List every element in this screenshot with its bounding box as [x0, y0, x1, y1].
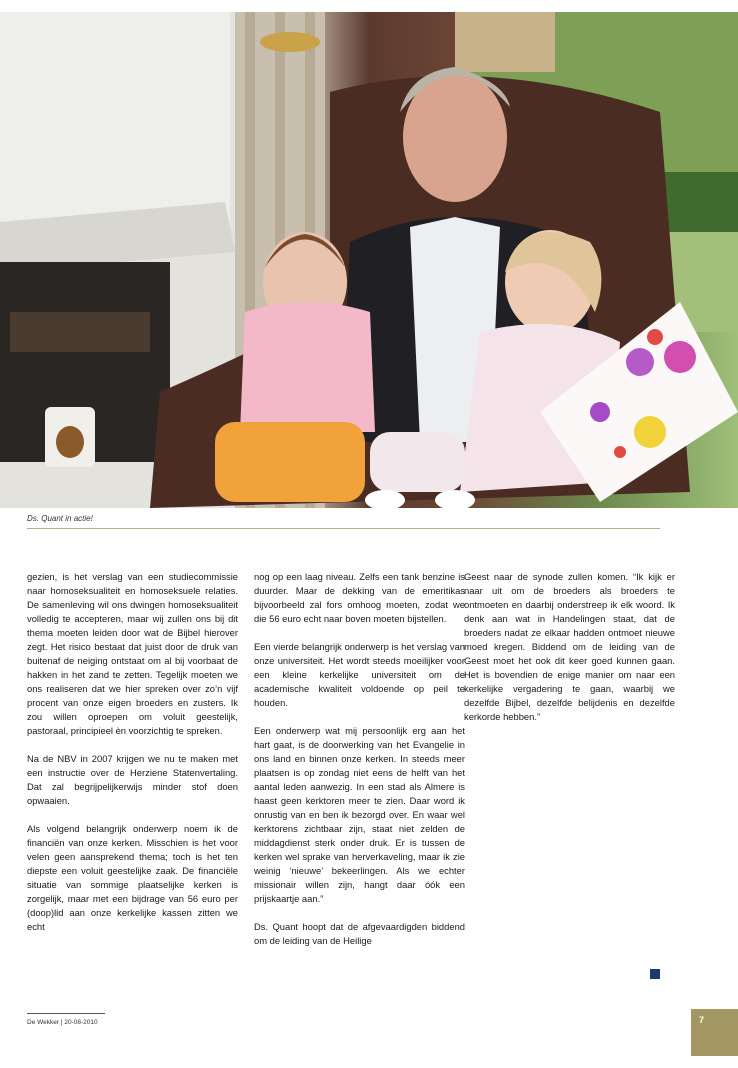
- paragraph: Ds. Quant hoopt dat de afgevaardigden biddend om de leiding van de Heilige: [254, 921, 465, 946]
- photo-illustration: [0, 12, 738, 508]
- paragraph: Geest naar de synode zullen komen. “Ik kijk er naar uit om de broeders als broeders te ontmoeten en daarbij onderstreep ik elk woord. Ik denk aan wat in Handelingen staat, dat de broeders nadat ze elkaar hadden ontmoet nieuwe moed kregen. Biddend om de leiding van de Geest moet het ook dit keer goed kunnen gaan. Het is bovendien de enige manier om naar een kerkelijke vergadering te gaan, waarbij we dezelfde Bijbel, dezelfde belijdenis en dezelfde kerkorde hebben.”: [464, 571, 675, 722]
- photo-caption: Ds. Quant in actie!: [27, 514, 93, 523]
- footer-divider: [27, 1013, 105, 1014]
- paragraph: Een onderwerp wat mij persoonlijk erg aan het hart gaat, is de doorwerking van het Evangelie in ons land en binnen onze kerken. In steeds meer plaatsen is op zondag niet eens de helft van het aantal leden aanwezig. In een stad als Almere is haast geen kerktoren meer te zien. Daar word ik onrustig van en ben ik bezorgd over. En waar wel kerktorens zichtbaar zijn, staat niet zelden de middagdienst sterk onder druk. Er is tussen de kerken wel sprake van herverkaveling, maar ik zie weinig ‘nieuwe’ bekeerlingen. Als we echter missionair willen zijn, hangt daar óók een prijskaartje aan.”: [254, 725, 465, 904]
- text-column-3: [464, 570, 675, 738]
- caption-divider: [27, 528, 660, 529]
- article-end-mark: [650, 969, 660, 979]
- text-column-2: [254, 570, 465, 962]
- paragraph: gezien, is het verslag van een studiecommissie naar homoseksualiteit en homoseksuele relaties. De samenleving wil ons dwingen homoseksualiteit volledig te accepteren, maar wij zullen ons bij dit thema moeten leiden door wat de Bijbel hierover zegt. Het risico bestaat dat juist door de druk van buitenaf de neiging ontstaat om al bij voorbaat de hakken in het zand te zetten. Tegelijk moeten we ons realiseren dat we hier spreken over zo’n vijf procent van onze eigen broeders en zusters. Ik zou willen oproepen om voluit geestelijk, pastoraal, principieel èn voorzichtig te spreken.: [27, 571, 238, 736]
- paragraph: Na de NBV in 2007 krijgen we nu te maken met een instructie over de Herziene Statenvertaling. Dat zal begrijpelijkerwijs minder stof doen opwaaien.: [27, 753, 238, 806]
- page-number: 7: [699, 1015, 705, 1025]
- paragraph: nog op een laag niveau. Zelfs een tank benzine is duurder. Maar de dekking van de emeritikas bijvoorbeeld zal fors omhoog moeten, zodat we die 56 euro echt naar boven moeten bijstellen.: [254, 571, 465, 624]
- paragraph: Een vierde belangrijk onderwerp is het verslag van onze universiteit. Het wordt steeds moeilijker voor een kleine kerkelijke universiteit om de academische kwaliteit voldoende op peil te houden.: [254, 641, 465, 708]
- text-column-1: [27, 570, 238, 948]
- paragraph: Als volgend belangrijk onderwerp noem ik de financiën van onze kerken. Misschien is het voor velen geen aansprekend thema; toch is het ten diepste een voluit geestelijke zaak. De financiële situatie van sommige plaatselijke kerken is zorgelijk, maar met een bijdrage van 56 euro per (doop)lid aan onze kerkelijke kassen zitten we echt: [27, 823, 238, 932]
- family-photo: [0, 12, 738, 508]
- footer-source: De Wekker | 20-08-2010: [27, 1019, 98, 1026]
- page-number-box: [691, 1009, 738, 1056]
